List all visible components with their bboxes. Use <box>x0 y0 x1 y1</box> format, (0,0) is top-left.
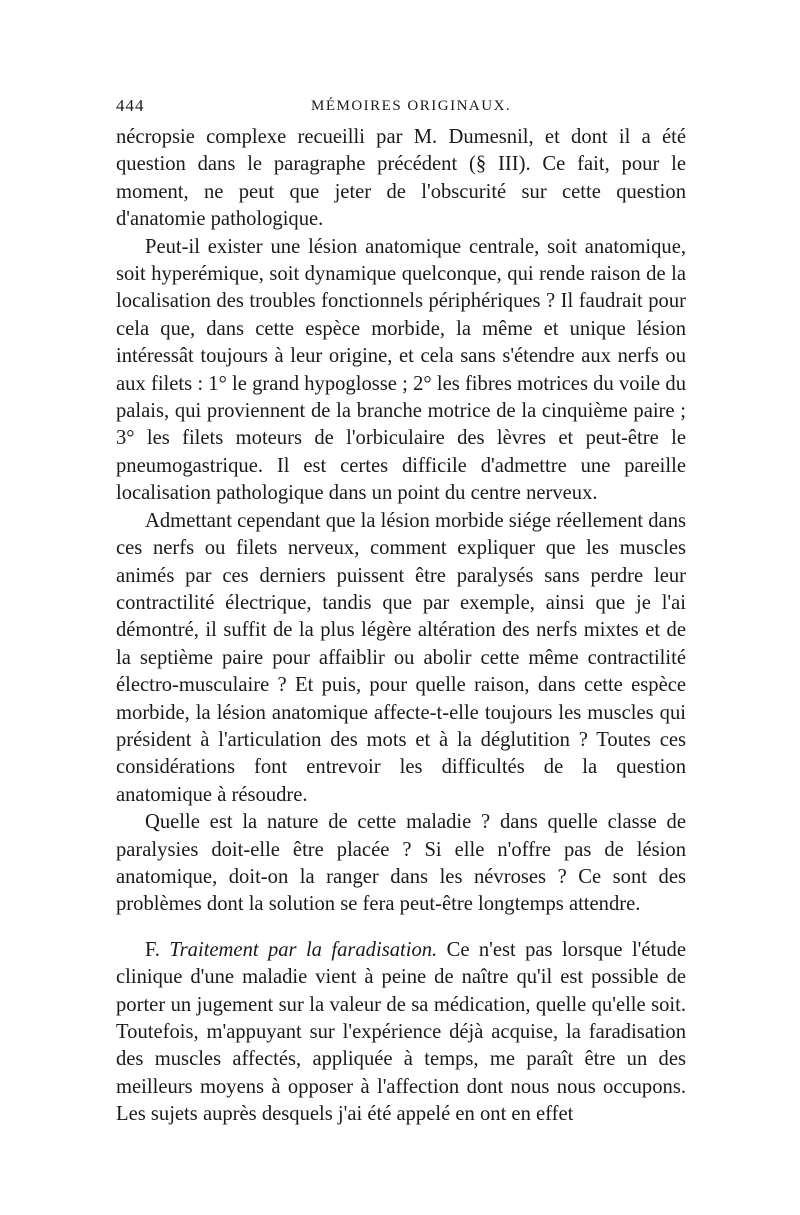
section-f-paragraph <box>116 937 686 1129</box>
section-f-text: Ce n'est pas lorsque l'étude clinique d'une maladie vient à peine de naître qu'il est possible de porter un jugement sur la valeur de sa médication, quelle qu'elle soit. Toutefois, m'appuyant sur l'expérience déjà acquise, la faradisation des muscles affectés, appliquée à temps, me paraît être un des meilleurs moyens à opposer à l'affection dont nous nous occupons. Les sujets auprès desquels j'ai été appelé en ont en effet <box>116 938 686 1126</box>
paragraph-nerve-lesion: Admettant cependant que la lésion morbide siége réellement dans ces nerfs ou filets nerveux, comment expliquer que les muscles animés par ces derniers puissent être paralysés sans perdre leur contractilité électrique, tandis que par exemple, ainsi que je l'ai démontré, il suffit de la plus légère altération des nerfs mixtes et de la septième paire pour affaiblir ou abolir cette même contractilité électro-musculaire ? Et puis, pour quelle raison, dans cette espèce morbide, la lésion anatomique affecte-t-elle toujours les muscles qui président à l'articulation des mots et à la déglutition ? Toutes ces considérations font entrevoir les difficultés de la question anatomique à résoudre. <box>116 509 686 806</box>
paragraph-nature-of-disease: Quelle est la nature de cette maladie ? dans quelle classe de paralysies doit-elle être placée ? Si elle n'offre pas de lésion anatomique, doit-on la ranger dans les névroses ? Ce sont des problèmes dont la solution se fera peut-être longtemps attendre. <box>116 811 686 916</box>
section-f-heading: Traitement par la faradisation. <box>169 938 438 961</box>
page-number: 444 <box>116 96 145 115</box>
page-header <box>116 96 686 120</box>
body-text <box>116 124 686 1129</box>
paragraph-central-lesion: Peut-il exister une lésion anatomique centrale, soit anatomique, soit hyperémique, soit dynamique quelconque, qui rende raison de la localisation des troubles fonctionnels périphériques ? Il faudrait pour cela que, dans cette espèce morbide, la même et unique lésion intéressât toujours à leur origine, et cela sans s'étendre aux nerfs ou aux filets : 1° le grand hypoglosse ; 2° les fibres motrices du voile du palais, qui proviennent de la branche motrice de la cinquième paire ; 3° les filets moteurs de l'orbiculaire des lèvres et peut-être le pneumogastrique. Il est certes difficile d'admettre une pareille localisation pathologique dans un point du centre nerveux. <box>116 235 686 505</box>
section-f-label: F. <box>145 938 160 961</box>
paragraph-continuation: nécropsie complexe recueilli par M. Dumesnil, et dont il a été question dans le paragraphe précédent (§ III). Ce fait, pour le moment, ne peut que jeter de l'obscurité sur cette question d'anatomie pathologique. <box>116 126 686 231</box>
running-title: MÉMOIRES ORIGINAUX. <box>311 98 512 114</box>
